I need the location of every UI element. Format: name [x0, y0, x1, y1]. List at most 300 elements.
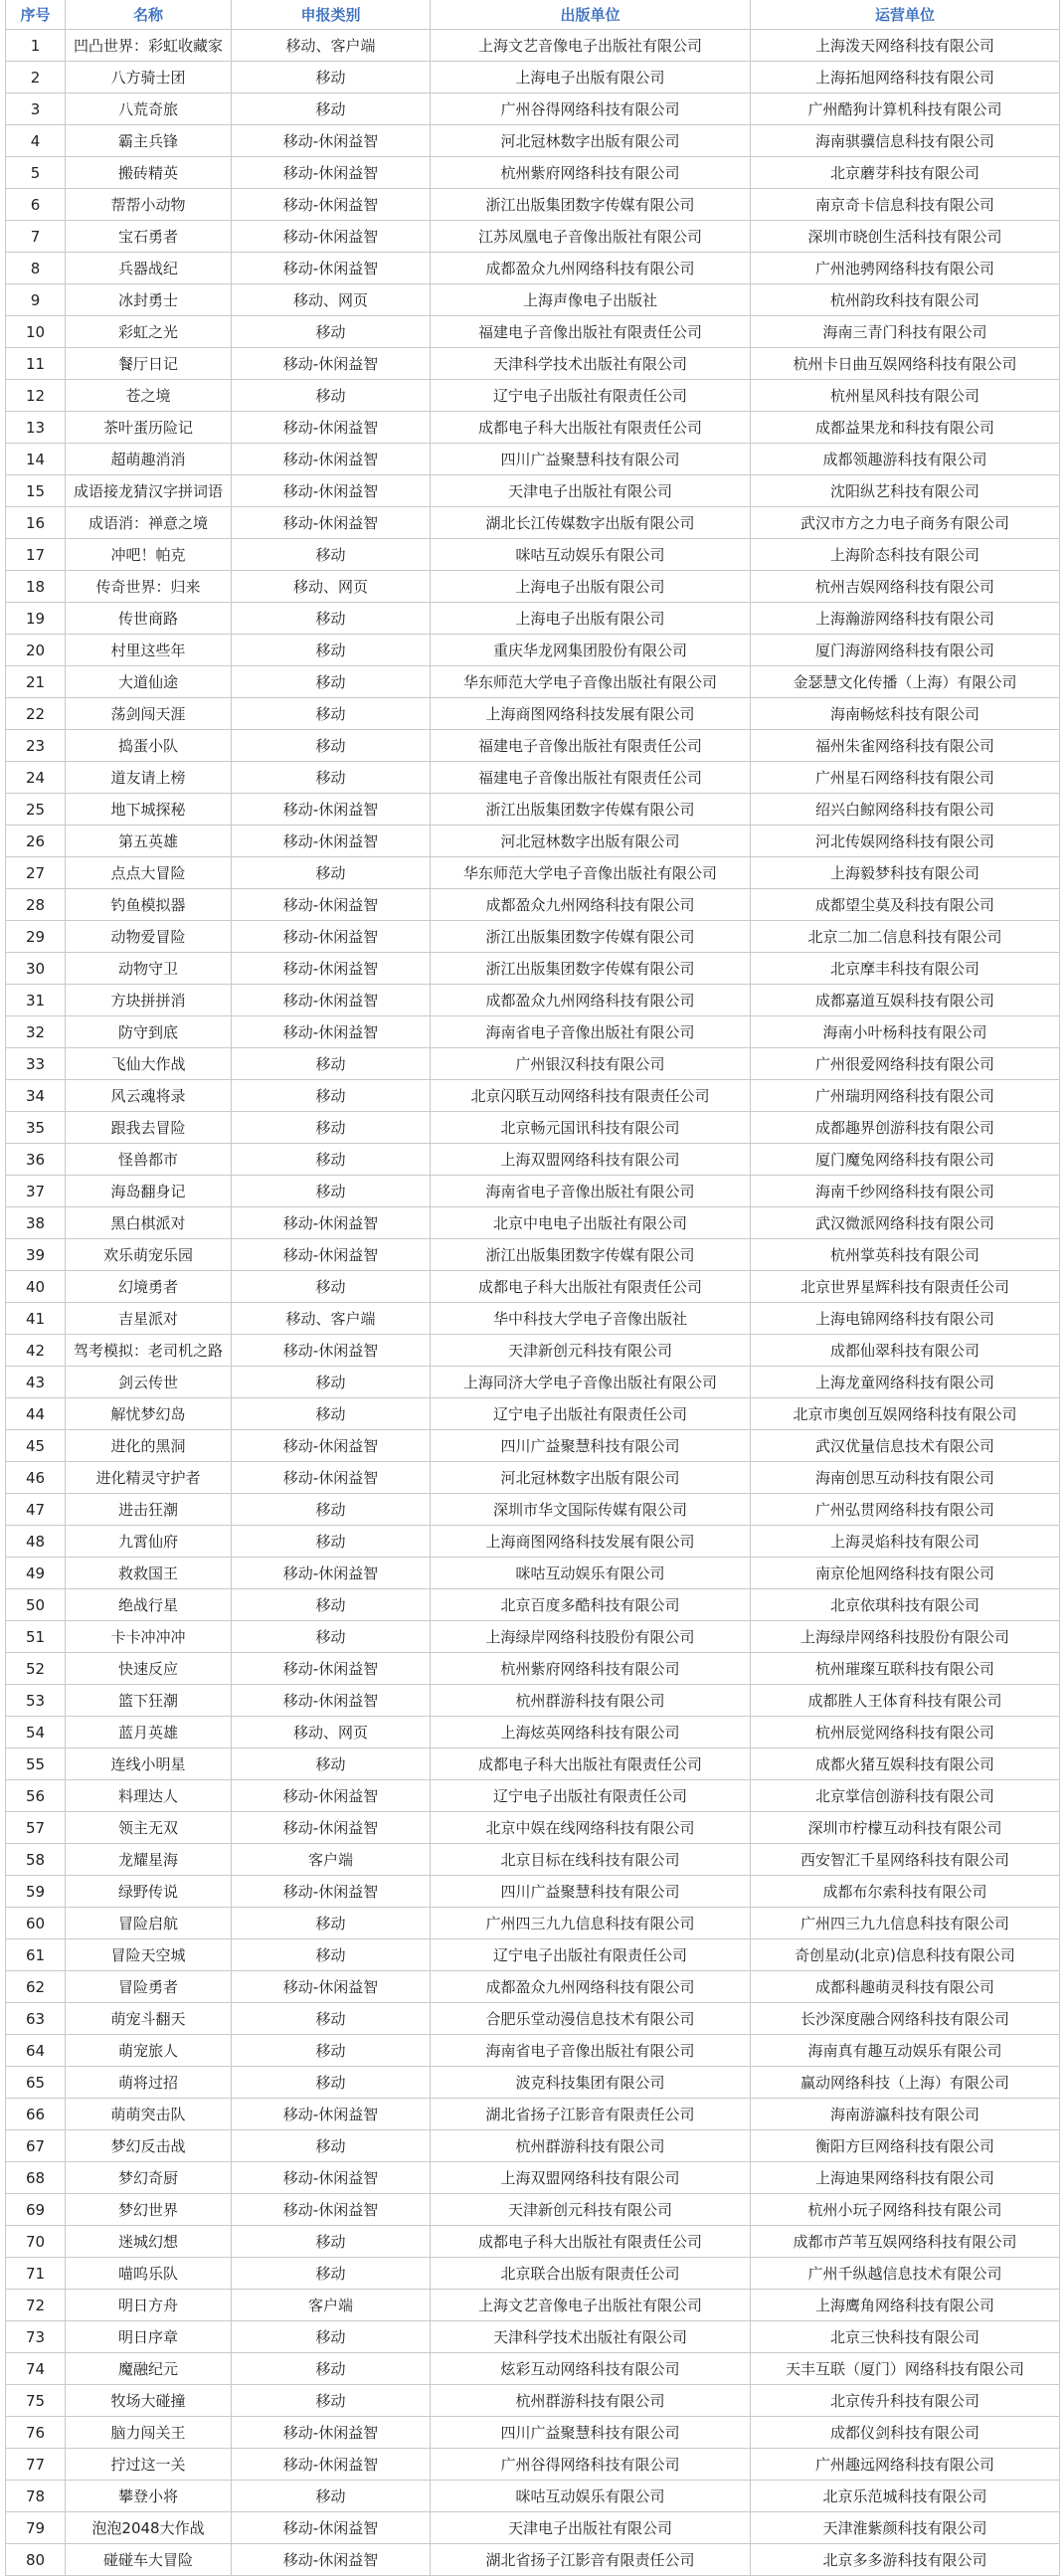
cell-operator: 绍兴白鲸网络科技有限公司 — [751, 794, 1060, 826]
table-row — [6, 826, 1060, 857]
cell-category: 移动 — [232, 1621, 431, 1653]
cell-category: 移动-休闲益智 — [232, 794, 431, 826]
header-index: 序号 — [6, 0, 66, 30]
cell-name: 霸主兵锋 — [66, 125, 232, 157]
cell-operator: 杭州辰觉网络科技有限公司 — [751, 1717, 1060, 1748]
table-row — [6, 2481, 1060, 2512]
cell-publisher: 上海炫英网络科技有限公司 — [431, 1717, 751, 1748]
cell-operator: 武汉微派网络科技有限公司 — [751, 1207, 1060, 1239]
cell-publisher: 福建电子音像出版社有限责任公司 — [431, 316, 751, 348]
cell-index: 71 — [6, 2258, 66, 2290]
cell-publisher: 华中科技大学电子音像出版社 — [431, 1303, 751, 1335]
cell-index: 30 — [6, 953, 66, 985]
cell-index: 42 — [6, 1335, 66, 1367]
cell-publisher: 辽宁电子出版社有限责任公司 — [431, 380, 751, 412]
cell-index: 41 — [6, 1303, 66, 1335]
table-body — [6, 30, 1060, 2576]
cell-name: 脑力闯关王 — [66, 2417, 232, 2449]
cell-category: 移动 — [232, 635, 431, 666]
cell-name: 第五英雄 — [66, 826, 232, 857]
cell-operator: 北京多多游科技有限公司 — [751, 2544, 1060, 2576]
table-row — [6, 1462, 1060, 1494]
table-row — [6, 1048, 1060, 1080]
cell-publisher: 成都盈众九州网络科技有限公司 — [431, 889, 751, 921]
cell-name: 传世商路 — [66, 603, 232, 635]
cell-operator: 成都胜人王体育科技有限公司 — [751, 1685, 1060, 1717]
cell-name: 冒险启航 — [66, 1908, 232, 1939]
cell-category: 移动-休闲益智 — [232, 2449, 431, 2481]
cell-name: 动物守卫 — [66, 953, 232, 985]
cell-name: 快速反应 — [66, 1653, 232, 1685]
cell-operator: 广州很爱网络科技有限公司 — [751, 1048, 1060, 1080]
cell-category: 移动-休闲益智 — [232, 507, 431, 539]
cell-publisher: 波克科技集团有限公司 — [431, 2067, 751, 2099]
table-row — [6, 93, 1060, 125]
cell-operator: 上海迪果网络科技有限公司 — [751, 2162, 1060, 2194]
cell-publisher: 上海电子出版有限公司 — [431, 603, 751, 635]
cell-category: 移动 — [232, 2258, 431, 2290]
game-approval-table — [5, 0, 1060, 2576]
cell-operator: 北京依琪科技有限公司 — [751, 1589, 1060, 1621]
cell-name: 冰封勇士 — [66, 284, 232, 316]
table-row — [6, 2194, 1060, 2226]
cell-publisher: 海南省电子音像出版社有限公司 — [431, 2035, 751, 2067]
cell-category: 移动-休闲益智 — [232, 1653, 431, 1685]
cell-category: 客户端 — [232, 1844, 431, 1876]
cell-index: 51 — [6, 1621, 66, 1653]
cell-operator: 衡阳方巨网络科技有限公司 — [751, 2130, 1060, 2162]
cell-index: 35 — [6, 1112, 66, 1144]
table-row — [6, 1748, 1060, 1780]
cell-category: 移动-休闲益智 — [232, 1430, 431, 1462]
cell-publisher: 浙江出版集团数字传媒有限公司 — [431, 1239, 751, 1271]
cell-publisher: 北京目标在线科技有限公司 — [431, 1844, 751, 1876]
cell-operator: 广州弘贯网络科技有限公司 — [751, 1494, 1060, 1526]
cell-operator: 长沙深度融合网络科技有限公司 — [751, 2003, 1060, 2035]
cell-operator: 成都望尘莫及科技有限公司 — [751, 889, 1060, 921]
cell-index: 60 — [6, 1908, 66, 1939]
cell-operator: 广州酷狗计算机科技有限公司 — [751, 93, 1060, 125]
cell-operator: 福州朱雀网络科技有限公司 — [751, 730, 1060, 762]
cell-publisher: 海南省电子音像出版社有限公司 — [431, 1016, 751, 1048]
cell-category: 移动 — [232, 1367, 431, 1398]
cell-index: 79 — [6, 2512, 66, 2544]
table-row — [6, 1239, 1060, 1271]
cell-category: 移动-休闲益智 — [232, 1239, 431, 1271]
cell-publisher: 河北冠林数字出版有限公司 — [431, 125, 751, 157]
cell-index: 19 — [6, 603, 66, 635]
cell-name: 泡泡2048大作战 — [66, 2512, 232, 2544]
table-row — [6, 2099, 1060, 2130]
cell-name: 兵器战纪 — [66, 253, 232, 284]
table-row — [6, 857, 1060, 889]
cell-operator: 海南骐骥信息科技有限公司 — [751, 125, 1060, 157]
cell-operator: 深圳市柠檬互动科技有限公司 — [751, 1812, 1060, 1844]
table-row — [6, 2162, 1060, 2194]
cell-operator: 厦门魔兔网络科技有限公司 — [751, 1144, 1060, 1176]
cell-category: 移动 — [232, 2035, 431, 2067]
table-row — [6, 30, 1060, 62]
cell-name: 宝石勇者 — [66, 221, 232, 253]
cell-index: 14 — [6, 444, 66, 475]
cell-category: 移动 — [232, 666, 431, 698]
cell-publisher: 成都电子科大出版社有限责任公司 — [431, 1271, 751, 1303]
table-header — [6, 0, 1060, 30]
cell-index: 10 — [6, 316, 66, 348]
cell-index: 4 — [6, 125, 66, 157]
cell-publisher: 北京中娱在线网络科技有限公司 — [431, 1812, 751, 1844]
table-row — [6, 1812, 1060, 1844]
table-row — [6, 444, 1060, 475]
table-row — [6, 921, 1060, 953]
cell-category: 移动 — [232, 1748, 431, 1780]
cell-operator: 上海瀚游网络科技有限公司 — [751, 603, 1060, 635]
cell-operator: 西安智汇千星网络科技有限公司 — [751, 1844, 1060, 1876]
cell-operator: 北京乐范城科技有限公司 — [751, 2481, 1060, 2512]
cell-name: 冲吧！帕克 — [66, 539, 232, 571]
cell-publisher: 北京闪联互动网络科技有限责任公司 — [431, 1080, 751, 1112]
cell-index: 50 — [6, 1589, 66, 1621]
cell-operator: 北京摩丰科技有限公司 — [751, 953, 1060, 985]
table-row — [6, 1430, 1060, 1462]
cell-name: 梦幻奇厨 — [66, 2162, 232, 2194]
table-row — [6, 2067, 1060, 2099]
cell-index: 3 — [6, 93, 66, 125]
cell-name: 连线小明星 — [66, 1748, 232, 1780]
cell-category: 移动-休闲益智 — [232, 2512, 431, 2544]
cell-name: 解忧梦幻岛 — [66, 1398, 232, 1430]
cell-publisher: 广州谷得网络科技有限公司 — [431, 93, 751, 125]
table-row — [6, 1685, 1060, 1717]
cell-name: 苍之境 — [66, 380, 232, 412]
table-row — [6, 2035, 1060, 2067]
cell-index: 26 — [6, 826, 66, 857]
table-row — [6, 316, 1060, 348]
cell-category: 移动-休闲益智 — [232, 189, 431, 221]
cell-index: 13 — [6, 412, 66, 444]
cell-index: 52 — [6, 1653, 66, 1685]
cell-operator: 海南创思互动科技有限公司 — [751, 1462, 1060, 1494]
cell-operator: 厦门海游网络科技有限公司 — [751, 635, 1060, 666]
cell-publisher: 成都盈众九州网络科技有限公司 — [431, 1971, 751, 2003]
cell-category: 移动-休闲益智 — [232, 2417, 431, 2449]
table-row — [6, 1494, 1060, 1526]
cell-publisher: 江苏凤凰电子音像出版社有限公司 — [431, 221, 751, 253]
cell-name: 进化的黑洞 — [66, 1430, 232, 1462]
cell-index: 56 — [6, 1780, 66, 1812]
cell-publisher: 辽宁电子出版社有限责任公司 — [431, 1780, 751, 1812]
cell-index: 75 — [6, 2385, 66, 2417]
table-row — [6, 698, 1060, 730]
cell-operator: 广州千纵越信息技术有限公司 — [751, 2258, 1060, 2290]
cell-name: 龙耀星海 — [66, 1844, 232, 1876]
table-row — [6, 1112, 1060, 1144]
table-row — [6, 571, 1060, 603]
cell-operator: 海南千纱网络科技有限公司 — [751, 1176, 1060, 1207]
cell-category: 移动 — [232, 1271, 431, 1303]
table-row — [6, 125, 1060, 157]
cell-name: 救救国王 — [66, 1558, 232, 1589]
table-row — [6, 157, 1060, 189]
table-row — [6, 1717, 1060, 1748]
table-row — [6, 539, 1060, 571]
cell-publisher: 天津科学技术出版社有限公司 — [431, 2321, 751, 2353]
cell-name: 茶叶蛋历险记 — [66, 412, 232, 444]
cell-category: 移动 — [232, 2226, 431, 2258]
cell-index: 70 — [6, 2226, 66, 2258]
cell-category: 移动-休闲益智 — [232, 1780, 431, 1812]
cell-category: 移动 — [232, 730, 431, 762]
cell-index: 77 — [6, 2449, 66, 2481]
cell-category: 移动、网页 — [232, 1717, 431, 1748]
table-row — [6, 2417, 1060, 2449]
cell-operator: 金瑟慧文化传播（上海）有限公司 — [751, 666, 1060, 698]
table-row — [6, 380, 1060, 412]
cell-publisher: 天津新创元科技有限公司 — [431, 1335, 751, 1367]
cell-publisher: 北京联合出版有限责任公司 — [431, 2258, 751, 2290]
table-row — [6, 1367, 1060, 1398]
cell-index: 27 — [6, 857, 66, 889]
table-row — [6, 985, 1060, 1016]
cell-name: 餐厅日记 — [66, 348, 232, 380]
cell-index: 5 — [6, 157, 66, 189]
cell-operator: 上海泼天网络科技有限公司 — [751, 30, 1060, 62]
cell-operator: 南京伦旭网络科技有限公司 — [751, 1558, 1060, 1589]
cell-index: 47 — [6, 1494, 66, 1526]
cell-index: 31 — [6, 985, 66, 1016]
cell-operator: 北京蘑芽科技有限公司 — [751, 157, 1060, 189]
cell-operator: 杭州小玩子网络科技有限公司 — [751, 2194, 1060, 2226]
cell-operator: 武汉优量信息技术有限公司 — [751, 1430, 1060, 1462]
cell-name: 幻境勇者 — [66, 1271, 232, 1303]
cell-category: 移动 — [232, 380, 431, 412]
cell-index: 6 — [6, 189, 66, 221]
cell-name: 海岛翻身记 — [66, 1176, 232, 1207]
cell-index: 23 — [6, 730, 66, 762]
cell-publisher: 辽宁电子出版社有限责任公司 — [431, 1939, 751, 1971]
cell-publisher: 杭州群游科技有限公司 — [431, 2130, 751, 2162]
header-name: 名称 — [66, 0, 232, 30]
table-row — [6, 2258, 1060, 2290]
table-row — [6, 1144, 1060, 1176]
cell-category: 移动-休闲益智 — [232, 1971, 431, 2003]
cell-publisher: 广州谷得网络科技有限公司 — [431, 2449, 751, 2481]
cell-category: 移动 — [232, 1589, 431, 1621]
cell-index: 20 — [6, 635, 66, 666]
cell-name: 进化精灵守护者 — [66, 1462, 232, 1494]
cell-index: 21 — [6, 666, 66, 698]
table-row — [6, 603, 1060, 635]
table-row — [6, 412, 1060, 444]
cell-index: 59 — [6, 1876, 66, 1908]
cell-publisher: 上海商图网络科技发展有限公司 — [431, 698, 751, 730]
cell-publisher: 杭州群游科技有限公司 — [431, 2385, 751, 2417]
cell-index: 49 — [6, 1558, 66, 1589]
table-row — [6, 1335, 1060, 1367]
cell-category: 移动、客户端 — [232, 1303, 431, 1335]
cell-publisher: 浙江出版集团数字传媒有限公司 — [431, 921, 751, 953]
cell-name: 超萌趣消消 — [66, 444, 232, 475]
cell-category: 移动-休闲益智 — [232, 985, 431, 1016]
table-row — [6, 2290, 1060, 2321]
cell-index: 73 — [6, 2321, 66, 2353]
cell-publisher: 成都盈众九州网络科技有限公司 — [431, 253, 751, 284]
cell-operator: 成都火猪互娱科技有限公司 — [751, 1748, 1060, 1780]
cell-name: 梦幻反击战 — [66, 2130, 232, 2162]
cell-publisher: 深圳市华文国际传媒有限公司 — [431, 1494, 751, 1526]
cell-index: 45 — [6, 1430, 66, 1462]
cell-name: 萌宠斗翻天 — [66, 2003, 232, 2035]
cell-name: 碰碰车大冒险 — [66, 2544, 232, 2576]
cell-index: 8 — [6, 253, 66, 284]
cell-publisher: 上海电子出版有限公司 — [431, 62, 751, 93]
cell-category: 移动 — [232, 2353, 431, 2385]
cell-operator: 海南三青门科技有限公司 — [751, 316, 1060, 348]
cell-publisher: 咪咕互动娱乐有限公司 — [431, 539, 751, 571]
cell-publisher: 上海电子出版有限公司 — [431, 571, 751, 603]
cell-category: 移动-休闲益智 — [232, 1812, 431, 1844]
cell-name: 驾考模拟：老司机之路 — [66, 1335, 232, 1367]
cell-name: 萌将过招 — [66, 2067, 232, 2099]
table-row — [6, 889, 1060, 921]
cell-name: 动物爱冒险 — [66, 921, 232, 953]
cell-publisher: 浙江出版集团数字传媒有限公司 — [431, 794, 751, 826]
cell-index: 43 — [6, 1367, 66, 1398]
cell-operator: 上海灵焰科技有限公司 — [751, 1526, 1060, 1558]
cell-publisher: 上海同济大学电子音像出版社有限公司 — [431, 1367, 751, 1398]
cell-category: 移动-休闲益智 — [232, 2544, 431, 2576]
cell-category: 移动-休闲益智 — [232, 412, 431, 444]
table-row — [6, 475, 1060, 507]
cell-index: 48 — [6, 1526, 66, 1558]
cell-index: 38 — [6, 1207, 66, 1239]
cell-name: 明日序章 — [66, 2321, 232, 2353]
cell-index: 53 — [6, 1685, 66, 1717]
table-row — [6, 1271, 1060, 1303]
table-row — [6, 1080, 1060, 1112]
cell-name: 大道仙途 — [66, 666, 232, 698]
cell-publisher: 成都电子科大出版社有限责任公司 — [431, 412, 751, 444]
cell-publisher: 天津新创元科技有限公司 — [431, 2194, 751, 2226]
document-page — [5, 0, 1059, 2576]
cell-index: 58 — [6, 1844, 66, 1876]
cell-operator: 北京二加二信息科技有限公司 — [751, 921, 1060, 953]
table-row — [6, 1653, 1060, 1685]
cell-category: 移动-休闲益智 — [232, 2099, 431, 2130]
cell-name: 传奇世界：归来 — [66, 571, 232, 603]
header-row — [6, 0, 1060, 30]
cell-operator: 杭州璀璨互联科技有限公司 — [751, 1653, 1060, 1685]
cell-publisher: 咪咕互动娱乐有限公司 — [431, 1558, 751, 1589]
cell-operator: 海南畅炫科技有限公司 — [751, 698, 1060, 730]
cell-name: 冒险天空城 — [66, 1939, 232, 1971]
cell-publisher: 湖北长江传媒数字出版有限公司 — [431, 507, 751, 539]
cell-operator: 成都市芦苇互娱网络科技有限公司 — [751, 2226, 1060, 2258]
cell-name: 绿野传说 — [66, 1876, 232, 1908]
cell-index: 33 — [6, 1048, 66, 1080]
cell-name: 防守到底 — [66, 1016, 232, 1048]
cell-category: 移动-休闲益智 — [232, 889, 431, 921]
cell-index: 37 — [6, 1176, 66, 1207]
cell-category: 移动-休闲益智 — [232, 444, 431, 475]
cell-category: 移动-休闲益智 — [232, 2162, 431, 2194]
cell-operator: 海南游瀛科技有限公司 — [751, 2099, 1060, 2130]
table-row — [6, 348, 1060, 380]
table-row — [6, 1876, 1060, 1908]
cell-name: 点点大冒险 — [66, 857, 232, 889]
cell-name: 进击狂潮 — [66, 1494, 232, 1526]
cell-name: 地下城探秘 — [66, 794, 232, 826]
cell-publisher: 华东师范大学电子音像出版社有限公司 — [431, 857, 751, 889]
cell-name: 搬砖精英 — [66, 157, 232, 189]
header-category: 申报类别 — [232, 0, 431, 30]
cell-index: 44 — [6, 1398, 66, 1430]
table-row — [6, 666, 1060, 698]
cell-publisher: 北京畅元国讯科技有限公司 — [431, 1112, 751, 1144]
cell-category: 移动-休闲益智 — [232, 921, 431, 953]
cell-publisher: 天津电子出版社有限公司 — [431, 475, 751, 507]
cell-operator: 深圳市晓创生活科技有限公司 — [751, 221, 1060, 253]
cell-category: 移动-休闲益智 — [232, 475, 431, 507]
table-row — [6, 284, 1060, 316]
cell-index: 11 — [6, 348, 66, 380]
cell-index: 63 — [6, 2003, 66, 2035]
table-row — [6, 507, 1060, 539]
cell-operator: 广州池骋网络科技有限公司 — [751, 253, 1060, 284]
cell-name: 彩虹之光 — [66, 316, 232, 348]
cell-index: 66 — [6, 2099, 66, 2130]
cell-index: 7 — [6, 221, 66, 253]
cell-name: 风云魂将录 — [66, 1080, 232, 1112]
cell-category: 移动-休闲益智 — [232, 1335, 431, 1367]
cell-operator: 上海阶态科技有限公司 — [751, 539, 1060, 571]
cell-category: 移动 — [232, 698, 431, 730]
cell-name: 帮帮小动物 — [66, 189, 232, 221]
cell-category: 移动 — [232, 762, 431, 794]
cell-publisher: 辽宁电子出版社有限责任公司 — [431, 1398, 751, 1430]
cell-index: 22 — [6, 698, 66, 730]
cell-name: 绝战行星 — [66, 1589, 232, 1621]
cell-name: 黑白棋派对 — [66, 1207, 232, 1239]
cell-operator: 上海毅梦科技有限公司 — [751, 857, 1060, 889]
cell-publisher: 天津电子出版社有限公司 — [431, 2512, 751, 2544]
cell-name: 剑云传世 — [66, 1367, 232, 1398]
cell-operator: 海南小叶杨科技有限公司 — [751, 1016, 1060, 1048]
cell-publisher: 北京百度多酷科技有限公司 — [431, 1589, 751, 1621]
cell-name: 凹凸世界：彩虹收藏家 — [66, 30, 232, 62]
cell-operator: 广州星石网络科技有限公司 — [751, 762, 1060, 794]
cell-index: 57 — [6, 1812, 66, 1844]
cell-publisher: 湖北省扬子江影音有限责任公司 — [431, 2099, 751, 2130]
cell-operator: 河北传娱网络科技有限公司 — [751, 826, 1060, 857]
cell-publisher: 重庆华龙网集团股份有限公司 — [431, 635, 751, 666]
cell-category: 移动-休闲益智 — [232, 1685, 431, 1717]
cell-operator: 上海鹰角网络科技有限公司 — [751, 2290, 1060, 2321]
cell-index: 2 — [6, 62, 66, 93]
cell-operator: 北京传升科技有限公司 — [751, 2385, 1060, 2417]
table-row — [6, 2130, 1060, 2162]
cell-publisher: 河北冠林数字出版有限公司 — [431, 1462, 751, 1494]
table-row — [6, 62, 1060, 93]
cell-name: 萌宠旅人 — [66, 2035, 232, 2067]
cell-operator: 成都仙翠科技有限公司 — [751, 1335, 1060, 1367]
cell-name: 成语消：禅意之境 — [66, 507, 232, 539]
cell-category: 移动 — [232, 2067, 431, 2099]
cell-category: 移动 — [232, 2003, 431, 2035]
table-row — [6, 794, 1060, 826]
table-row — [6, 635, 1060, 666]
cell-index: 29 — [6, 921, 66, 953]
